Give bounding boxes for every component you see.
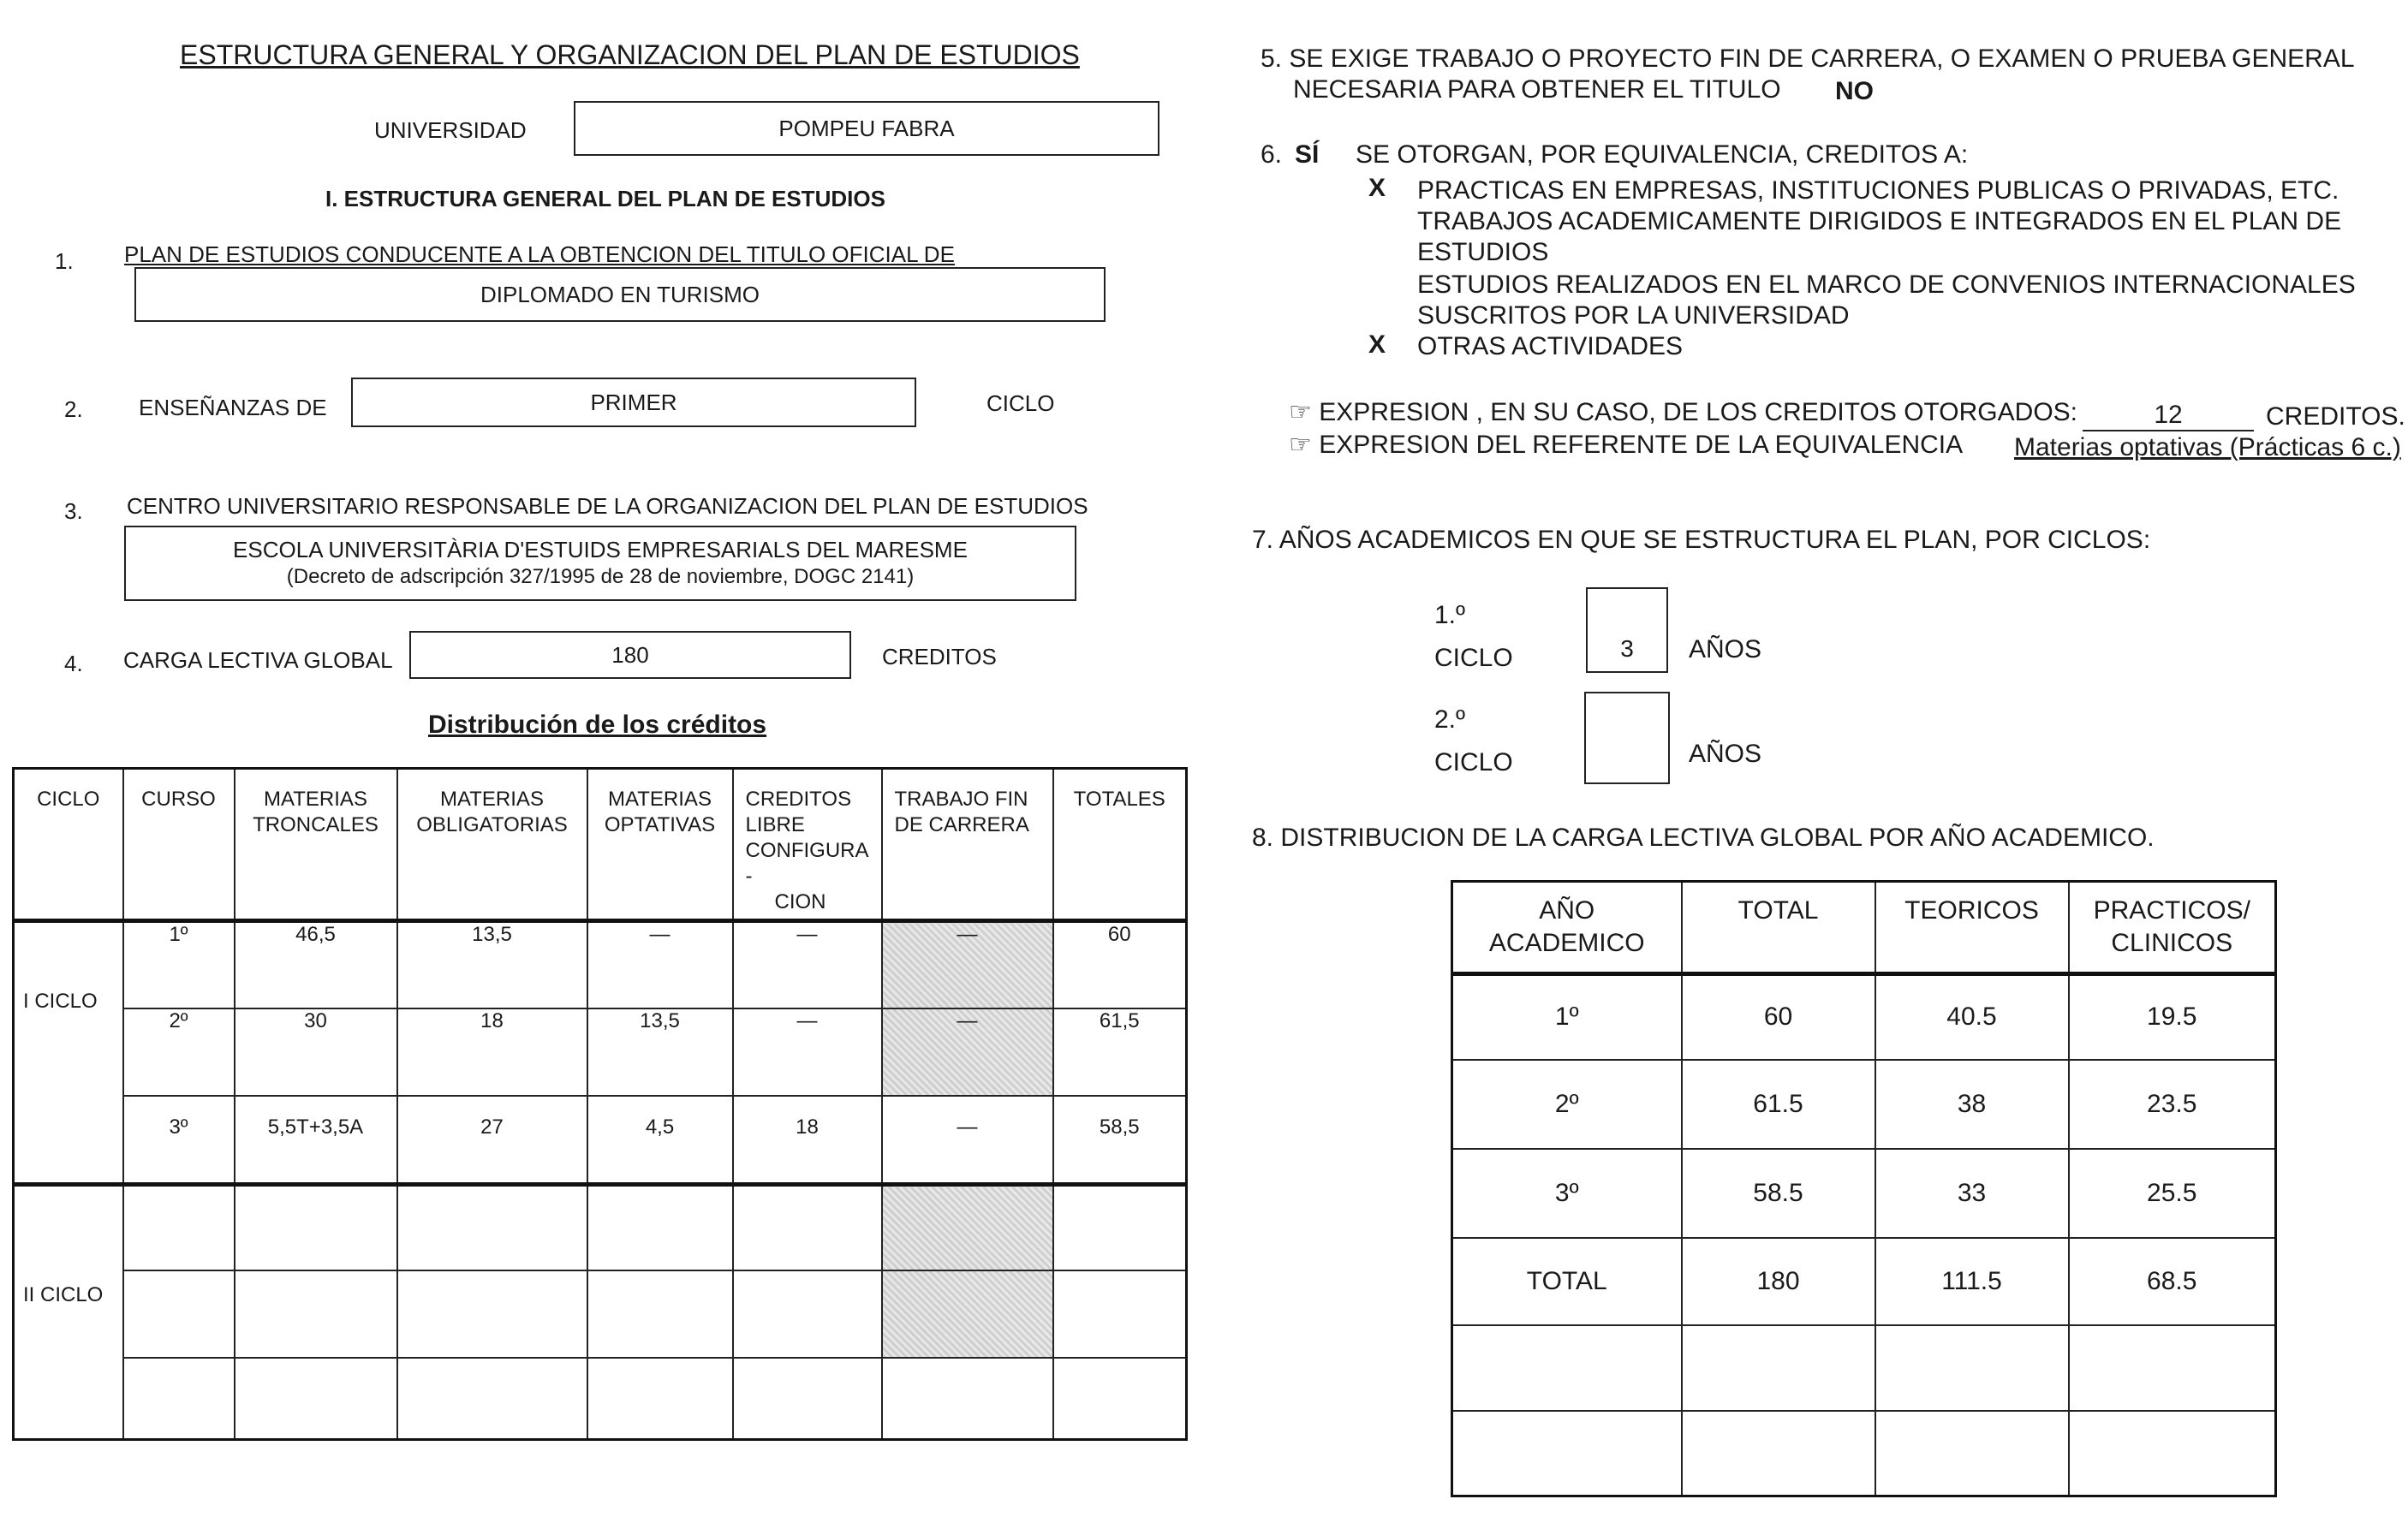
total-cell: 180 [1682, 1238, 1875, 1325]
empty-cell [235, 1185, 397, 1270]
expr1-value: 12 [2083, 401, 2254, 431]
header-total: TOTAL [1682, 882, 1875, 974]
credits-table [12, 767, 1188, 1441]
item3-label: CENTRO UNIVERSITARIO RESPONSABLE DE LA ORGANIZACION DEL PLAN DE ESTUDIOS [127, 493, 1088, 519]
total-cell: 61.5 [1682, 1060, 1875, 1149]
item4-suffix: CREDITOS [882, 644, 997, 669]
centro-decree: (Decreto de adscripción 327/1995 de 28 de noviembre, DOGC 2141) [286, 565, 915, 588]
empty-cell [1053, 1185, 1187, 1270]
universidad-label: UNIVERSIDAD [374, 117, 527, 143]
libre-cell: — [733, 1008, 882, 1096]
item5-line2: NECESARIA PARA OBTENER EL TITULO [1293, 75, 1781, 104]
expr1-label: ☞ EXPRESION , EN SU CASO, DE LOS CREDITOS OTORGADOS: [1289, 398, 2077, 426]
trabajo-cell: — [882, 1008, 1053, 1096]
empty-cell [733, 1270, 882, 1358]
header-curso: CURSO [123, 769, 235, 921]
titulo-field [134, 267, 1106, 322]
table-row [14, 921, 1187, 1008]
expr2-label: ☞ EXPRESION DEL REFERENTE DE LA EQUIVALENCIA [1289, 431, 1964, 459]
item6-label: SE OTORGAN, POR EQUIVALENCIA, CREDITOS A: [1356, 140, 1969, 169]
optativas-cell: — [587, 921, 733, 1008]
empty-cell [733, 1358, 882, 1440]
table-row [1452, 1060, 2276, 1149]
optativas-cell: 13,5 [587, 1008, 733, 1096]
item6-si: SÍ [1295, 140, 1320, 169]
ciclo1-years-value: 3 [1620, 635, 1634, 662]
anio-cell: TOTAL [1452, 1238, 1682, 1325]
empty-cell [123, 1185, 235, 1270]
empty-cell [587, 1185, 733, 1270]
obligatorias-cell: 13,5 [397, 921, 587, 1008]
table-row [14, 1270, 1187, 1358]
empty-cell [235, 1358, 397, 1440]
empty-cell [733, 1185, 882, 1270]
ciclo2-ordinal: 2.º [1434, 705, 1465, 734]
distribution-title: Distribución de los créditos [428, 711, 767, 739]
empty-shaded-cell [882, 1270, 1053, 1358]
empty-cell [1053, 1270, 1187, 1358]
header-optativas: MATERIAS OPTATIVAS [587, 769, 733, 921]
item1-number: 1. [55, 248, 74, 274]
item7-label: 7. AÑOS ACADEMICOS EN QUE SE ESTRUCTURA EL PLAN, POR CICLOS: [1252, 526, 2151, 554]
item2-number: 2. [64, 396, 83, 422]
total-cell: 58.5 [1682, 1149, 1875, 1238]
table-row [1452, 1411, 2276, 1496]
universidad-value: POMPEU FABRA [778, 115, 955, 141]
ciclo2-years-box [1584, 692, 1670, 784]
empty-cell [587, 1358, 733, 1440]
ciclo1-label: CICLO [1434, 644, 1513, 672]
optativas-cell: 4,5 [587, 1096, 733, 1185]
carga-value: 180 [611, 641, 649, 668]
obligatorias-cell: 27 [397, 1096, 587, 1185]
table-row [1452, 1238, 2276, 1325]
trabajo-cell: — [882, 1096, 1053, 1185]
item6-mark-1: X [1368, 174, 1386, 202]
table-row [1452, 974, 2276, 1060]
totales-cell: 61,5 [1053, 1008, 1187, 1096]
anio-cell: 3º [1452, 1149, 1682, 1238]
trabajo-cell: — [882, 921, 1053, 1008]
total-cell: 60 [1682, 974, 1875, 1060]
item6-option-otras: OTRAS ACTIVIDADES [1417, 332, 1684, 360]
anio-cell: 2º [1452, 1060, 1682, 1149]
teoricos-cell: 40.5 [1875, 974, 2069, 1060]
table-row [14, 1358, 1187, 1440]
ciclo2-label: CICLO [1434, 748, 1513, 776]
item2-label: ENSEÑANZAS DE [139, 395, 327, 420]
header-practicos: PRACTICOS/ CLINICOS [2069, 882, 2276, 974]
annual-load-table [1451, 880, 2277, 1497]
table-row [14, 1008, 1187, 1096]
item2-suffix: CICLO [986, 390, 1055, 416]
item6-option-practicas: PRACTICAS EN EMPRESAS, INSTITUCIONES PUBLICAS O PRIVADAS, ETC. [1417, 176, 2339, 205]
header-trabajo-fin: TRABAJO FIN DE CARRERA [882, 769, 1053, 921]
item6-option-estudios-l2: SUSCRITOS POR LA UNIVERSIDAD [1417, 301, 1850, 330]
table-row [1452, 1149, 2276, 1238]
annual-header-row [1452, 882, 2276, 974]
item6-option-trabajos-l2: ESTUDIOS [1417, 238, 1549, 266]
table-row [1452, 1325, 2276, 1411]
empty-cell [123, 1358, 235, 1440]
empty-shaded-cell [882, 1185, 1053, 1270]
empty-cell [882, 1358, 1053, 1440]
practicos-cell: 68.5 [2069, 1238, 2276, 1325]
centro-field [124, 526, 1076, 601]
empty-cell [123, 1270, 235, 1358]
anio-cell: 1º [1452, 974, 1682, 1060]
obligatorias-cell: 18 [397, 1008, 587, 1096]
empty-cell [397, 1358, 587, 1440]
totales-cell: 60 [1053, 921, 1187, 1008]
expr1-suffix: CREDITOS. [2266, 402, 2405, 431]
curso-cell: 3º [123, 1096, 235, 1185]
expr2-value: Materias optativas (Prácticas 6 c.) [2014, 433, 2401, 461]
item4-number: 4. [64, 651, 83, 676]
header-libre-configuracion: CREDITOS LIBRE CONFIGURA - CION [733, 769, 882, 921]
item8-label: 8. DISTRIBUCION DE LA CARGA LECTIVA GLOBAL POR AÑO ACADEMICO. [1252, 824, 2155, 852]
teoricos-cell: 38 [1875, 1060, 2069, 1149]
pointer-icon: ☞ [1289, 431, 1312, 459]
curso-cell: 1º [123, 921, 235, 1008]
ensenanzas-value: PRIMER [590, 389, 677, 415]
header-teoricos: TEORICOS [1875, 882, 2069, 974]
ciclo1-years-label: AÑOS [1689, 635, 1762, 663]
header-obligatorias: MATERIAS OBLIGATORIAS [397, 769, 587, 921]
item4-label: CARGA LECTIVA GLOBAL [123, 647, 393, 673]
carga-field [409, 631, 851, 679]
empty-cell [587, 1270, 733, 1358]
section-heading: I. ESTRUCTURA GENERAL DEL PLAN DE ESTUDIOS [325, 186, 885, 211]
item6-option-estudios-l1: ESTUDIOS REALIZADOS EN EL MARCO DE CONVENIOS INTERNACIONALES [1417, 271, 2356, 299]
empty-cell [1452, 1411, 1682, 1496]
libre-cell: — [733, 921, 882, 1008]
centro-name: ESCOLA UNIVERSITÀRIA D'ESTUIDS EMPRESARIALS DEL MARESME [233, 537, 968, 562]
ensenanzas-field [351, 378, 916, 427]
table-row [14, 1185, 1187, 1270]
empty-cell [2069, 1325, 2276, 1411]
troncales-cell: 5,5T+3,5A [235, 1096, 397, 1185]
ciclo2-cell: II CICLO [14, 1185, 123, 1440]
item6-option-trabajos-l1: TRABAJOS ACADEMICAMENTE DIRIGIDOS E INTEGRADOS EN EL PLAN DE [1417, 207, 2342, 235]
empty-cell [1875, 1411, 2069, 1496]
empty-cell [1682, 1411, 1875, 1496]
pointer-icon: ☞ [1289, 398, 1312, 426]
table-row [14, 1096, 1187, 1185]
titulo-value: DIPLOMADO EN TURISMO [480, 281, 760, 307]
empty-cell [1053, 1358, 1187, 1440]
totales-cell: 58,5 [1053, 1096, 1187, 1185]
header-troncales: MATERIAS TRONCALES [235, 769, 397, 921]
teoricos-cell: 111.5 [1875, 1238, 2069, 1325]
item5-line1: 5. SE EXIGE TRABAJO O PROYECTO FIN DE CARRERA, O EXAMEN O PRUEBA GENERAL [1261, 45, 2355, 73]
item1-label: PLAN DE ESTUDIOS CONDUCENTE A LA OBTENCION DEL TITULO OFICIAL DE [124, 241, 955, 267]
ciclo1-ordinal: 1.º [1434, 601, 1465, 629]
ciclo2-years-label: AÑOS [1689, 740, 1762, 768]
ciclo1-years-box [1586, 587, 1668, 673]
curso-cell: 2º [123, 1008, 235, 1096]
header-anio: AÑO ACADEMICO [1452, 882, 1682, 974]
empty-cell [1875, 1325, 2069, 1411]
empty-cell [397, 1185, 587, 1270]
universidad-field [574, 101, 1159, 156]
practicos-cell: 23.5 [2069, 1060, 2276, 1149]
teoricos-cell: 33 [1875, 1149, 2069, 1238]
empty-cell [1682, 1325, 1875, 1411]
practicos-cell: 19.5 [2069, 974, 2276, 1060]
empty-cell [235, 1270, 397, 1358]
troncales-cell: 46,5 [235, 921, 397, 1008]
empty-cell [397, 1270, 587, 1358]
libre-cell: 18 [733, 1096, 882, 1185]
header-totales: TOTALES [1053, 769, 1187, 921]
item5-answer: NO [1835, 77, 1874, 105]
item6-mark-2: X [1368, 330, 1386, 359]
credits-header-row [14, 769, 1187, 921]
ciclo1-cell: I CICLO [14, 921, 123, 1185]
troncales-cell: 30 [235, 1008, 397, 1096]
item3-number: 3. [64, 498, 83, 524]
practicos-cell: 25.5 [2069, 1149, 2276, 1238]
empty-cell [1452, 1325, 1682, 1411]
empty-cell [2069, 1411, 2276, 1496]
item6-number: 6. [1261, 140, 1283, 169]
page-title: ESTRUCTURA GENERAL Y ORGANIZACION DEL PLAN DE ESTUDIOS [180, 39, 1080, 70]
header-ciclo: CICLO [14, 769, 123, 921]
